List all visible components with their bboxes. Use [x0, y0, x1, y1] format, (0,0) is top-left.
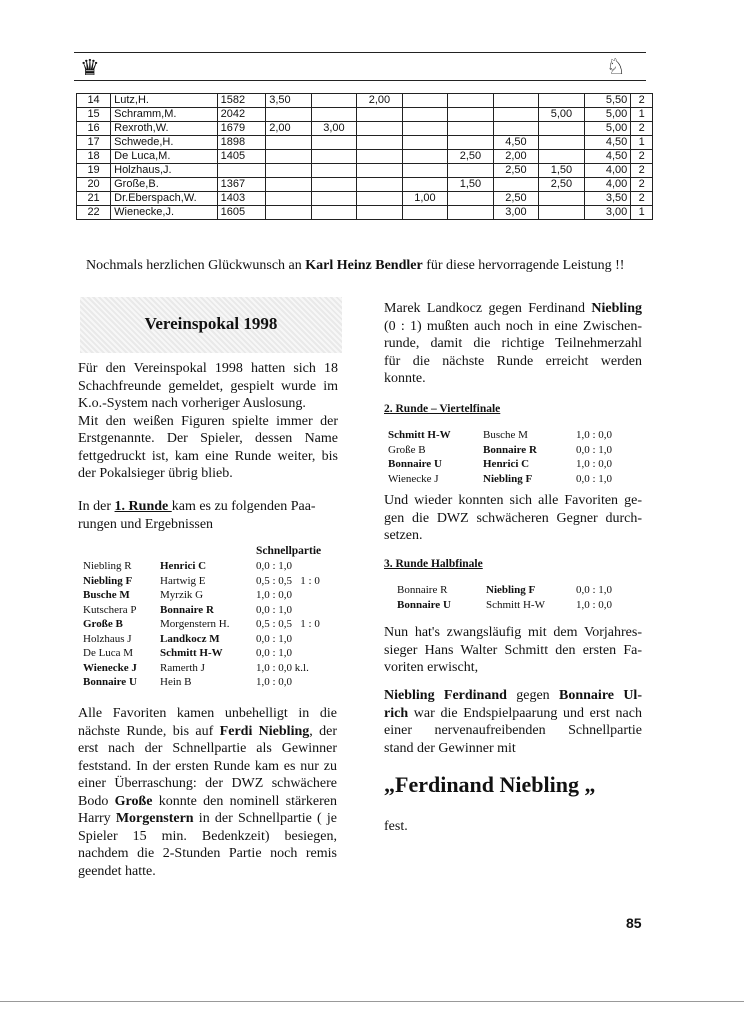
round2-title: 2. Runde – Viertelfinale	[384, 403, 501, 415]
round-score-cell	[311, 178, 357, 192]
standings-table	[76, 93, 653, 220]
round3-title: 3. Runde Halbfinale	[384, 558, 483, 570]
result: 0,0 : 1,0	[256, 603, 293, 616]
rank-cell: 20	[77, 178, 111, 192]
round-score-cell: 4,50	[493, 136, 539, 150]
text-line: feststand. In der ersten Runde kam es nur zu	[78, 758, 337, 774]
result: 0,0 : 1,0	[256, 560, 293, 572]
standings-row	[77, 178, 653, 192]
round-score-cell	[493, 94, 539, 108]
count-cell: 2	[631, 122, 653, 136]
round-score-cell	[493, 178, 539, 192]
white-player: Bonnaire R	[397, 584, 448, 596]
text-line: Marek Landkocz gegen Ferdinand Niebling	[384, 301, 642, 316]
round-score-cell	[357, 150, 403, 164]
standings-row	[77, 122, 653, 136]
total-cell: 3,00	[584, 206, 631, 220]
total-cell: 4,00	[584, 178, 631, 192]
standings-row	[77, 206, 653, 220]
text-line: (0 : 1) mußten auch noch in eine Zwischen-	[384, 318, 642, 334]
text-line: Alle Favoriten kamen unbehelligt in die	[78, 706, 337, 721]
queen-icon: ♛	[80, 55, 100, 80]
dwz-cell	[217, 164, 266, 178]
left-bottom-paragraph	[78, 705, 337, 880]
right-top-paragraph	[384, 300, 642, 388]
count-cell: 2	[631, 178, 653, 192]
result: 0,5 : 0,5 1 : 0	[256, 574, 320, 587]
round-score-cell: 2,00	[493, 150, 539, 164]
rank-cell: 17	[77, 136, 111, 150]
round-score-cell	[448, 122, 494, 136]
round-score-cell	[493, 108, 539, 122]
rank-cell: 16	[77, 122, 111, 136]
round-score-cell	[402, 150, 448, 164]
total-cell: 4,50	[584, 150, 631, 164]
round-score-cell: 3,00	[493, 206, 539, 220]
white-player: Schmitt H-W	[388, 429, 451, 441]
result: 1,0 : 0,0 k.l.	[256, 661, 309, 674]
pairing-row	[83, 603, 353, 618]
result: 0,0 : 1,0	[256, 632, 293, 645]
round-score-cell	[539, 150, 585, 164]
result: 0,0 : 1,0	[576, 584, 613, 596]
round-score-cell	[448, 192, 494, 206]
round-score-cell	[266, 150, 312, 164]
count-cell: 1	[631, 206, 653, 220]
total-cell: 5,00	[584, 122, 631, 136]
round-score-cell	[311, 192, 357, 206]
bottom-rule	[0, 1001, 744, 1002]
round-score-cell	[266, 206, 312, 220]
round1-intro-c: kam es zu folgenden Paa-	[171, 499, 316, 514]
text-line: gen die DWZ schwächeren Gegner durch-	[384, 510, 642, 526]
round-score-cell: 2,50	[493, 192, 539, 206]
round-score-cell	[357, 192, 403, 206]
white-player: Niebling R	[83, 560, 132, 572]
round-score-cell: 3,50	[266, 94, 312, 108]
result: 0,0 : 1,0	[576, 443, 613, 456]
white-player: Bonnaire U	[397, 598, 451, 611]
winner-name: „Ferdinand Niebling „	[384, 772, 596, 797]
count-cell: 2	[631, 192, 653, 206]
round1-intro	[78, 498, 340, 533]
pairing-row	[83, 661, 353, 676]
player-name-cell: Schwede,H.	[111, 136, 218, 150]
round-score-cell	[357, 206, 403, 220]
pairing-row	[83, 675, 353, 690]
section-title: Vereinspokal 1998	[144, 314, 278, 333]
black-player: Schmitt H-W	[486, 598, 545, 611]
result: 0,0 : 1,0	[256, 647, 293, 659]
round-score-cell	[357, 108, 403, 122]
round-score-cell: 2,50	[493, 164, 539, 178]
player-name-cell: Schramm,M.	[111, 108, 218, 122]
round-score-cell	[448, 108, 494, 122]
text-line: Bodo Große konnte den nominell stärkeren	[78, 793, 337, 809]
round-score-cell	[539, 206, 585, 220]
text-line: Mit den weißen Figuren spielte immer der	[78, 413, 338, 429]
round-score-cell: 2,00	[357, 94, 403, 108]
round1-intro-a: In der	[78, 499, 115, 514]
standings-row	[77, 94, 653, 108]
round-score-cell	[357, 136, 403, 150]
round-score-cell	[539, 94, 585, 108]
round-score-cell	[357, 122, 403, 136]
round2-after-paragraph	[384, 492, 642, 545]
round-score-cell: 1,50	[448, 178, 494, 192]
round-score-cell	[539, 122, 585, 136]
pairing-row	[388, 443, 638, 458]
total-cell: 5,50	[584, 94, 631, 108]
round-score-cell	[266, 108, 312, 122]
text-line: einer nervenaufreibenden Schnellpartie	[384, 723, 642, 738]
congrats-before: Nochmals herzlichen Glückwunsch an	[86, 258, 306, 273]
round3-after-paragraph	[384, 624, 642, 677]
round-score-cell	[402, 206, 448, 220]
text-line: Erstgenannte. Der Spieler, dessen Name	[78, 431, 338, 446]
text-line: einer Überraschung: der DWZ schwächere	[78, 776, 337, 791]
round1-header: Schnellpartie	[256, 545, 322, 557]
round-score-cell	[311, 164, 357, 178]
round-score-cell	[357, 178, 403, 192]
round-score-cell	[448, 164, 494, 178]
text-line: Harry Morgenstern in der Schnellpartie ( je	[78, 811, 337, 826]
round-score-cell	[266, 136, 312, 150]
black-player: Bonnaire R	[160, 603, 214, 616]
black-player: Hartwig E	[160, 574, 206, 587]
section-heading-box	[80, 297, 342, 353]
standings-row	[77, 150, 653, 164]
round-score-cell	[448, 206, 494, 220]
text-line: fettgedruckt ist, kam eine Runde weiter, bis	[78, 448, 338, 464]
black-player: Schmitt H-W	[160, 647, 223, 659]
round-score-cell: 1,50	[539, 164, 585, 178]
standings-row	[77, 136, 653, 150]
text-line: erst nach der Schnellpartie als Gewinner	[78, 741, 337, 756]
header-rule-bottom	[74, 80, 646, 81]
standings-row	[77, 192, 653, 206]
round3-pairings	[397, 583, 637, 612]
page-number: 85	[626, 915, 642, 931]
rank-cell: 21	[77, 192, 111, 206]
round-score-cell: 3,00	[311, 122, 357, 136]
round-score-cell	[402, 108, 448, 122]
text-line: der Pokalsieger übrig blieb.	[78, 466, 233, 481]
intro-paragraph	[78, 360, 338, 483]
text-line: für die nächste Runde erreicht werden	[384, 353, 642, 369]
dwz-cell: 1605	[217, 206, 266, 220]
pairing-row	[83, 559, 353, 574]
standings-row	[77, 108, 653, 122]
result: 0,5 : 0,5 1 : 0	[256, 618, 320, 630]
round-score-cell: 1,00	[402, 192, 448, 206]
white-player: Niebling F	[83, 574, 133, 587]
total-cell: 5,00	[584, 108, 631, 122]
count-cell: 2	[631, 150, 653, 164]
round-score-cell	[448, 136, 494, 150]
player-name-cell: Holzhaus,J.	[111, 164, 218, 178]
black-player: Henrici C	[483, 458, 530, 470]
congrats-after: für diese hervorragende Leistung !!	[422, 258, 625, 273]
round-score-cell	[539, 192, 585, 206]
text-line: konnte.	[384, 371, 426, 386]
white-player: Busche M	[83, 589, 130, 601]
round-score-cell	[266, 164, 312, 178]
round-score-cell	[311, 206, 357, 220]
rank-cell: 19	[77, 164, 111, 178]
knight-icon: ♘	[606, 54, 626, 79]
text-line: geendet hatte.	[78, 863, 156, 879]
count-cell: 2	[631, 164, 653, 178]
pairing-row	[83, 574, 353, 589]
round1-link: 1. Runde	[114, 499, 172, 514]
total-cell: 4,50	[584, 136, 631, 150]
total-cell: 3,50	[584, 192, 631, 206]
rank-cell: 14	[77, 94, 111, 108]
round-score-cell	[402, 178, 448, 192]
round-score-cell	[311, 136, 357, 150]
white-player: Bonnaire U	[83, 676, 137, 688]
black-player: Niebling F	[483, 472, 533, 485]
text-line: K.o.-System nach vorheriger Auslosung.	[78, 396, 306, 411]
black-player: Bonnaire R	[483, 443, 537, 456]
congrats-name: Karl Heinz Bendler	[305, 258, 423, 273]
rank-cell: 18	[77, 150, 111, 164]
text-line: Nun hat's zwangsläufig mit dem Vorjahres-	[384, 625, 642, 640]
text-line: nächste Runde, bis auf Ferdi Niebling, der	[78, 723, 337, 739]
result: 1,0 : 0,0	[576, 429, 613, 441]
round-score-cell	[402, 122, 448, 136]
white-player: Holzhaus J	[83, 632, 132, 645]
dwz-cell: 1582	[217, 94, 266, 108]
round-score-cell	[311, 150, 357, 164]
text-line: stand der Gewinner mit	[384, 740, 516, 756]
result: 1,0 : 0,0	[576, 598, 613, 611]
player-name-cell: Große,B.	[111, 178, 218, 192]
rank-cell: 15	[77, 108, 111, 122]
round1-pairings	[83, 559, 353, 690]
white-player: Große B	[388, 443, 426, 456]
text-line: Und wieder konnten sich alle Favoriten ge-	[384, 493, 642, 508]
white-player: Große B	[83, 618, 123, 630]
dwz-cell: 1679	[217, 122, 266, 136]
round-score-cell	[402, 164, 448, 178]
round-score-cell	[266, 192, 312, 206]
text-line: setzen.	[384, 528, 423, 543]
text-line: Für den Vereinspokal 1998 hatten sich 18	[78, 361, 338, 376]
count-cell: 2	[631, 94, 653, 108]
white-player: Wienecke J	[388, 472, 439, 485]
round2-pairings	[388, 428, 638, 486]
pairing-row	[83, 646, 353, 661]
black-player: Henrici C	[160, 560, 207, 572]
black-player: Myrzik G	[160, 589, 204, 601]
round-score-cell	[311, 94, 357, 108]
black-player: Hein B	[160, 676, 192, 688]
round-score-cell	[402, 94, 448, 108]
white-player: Kutschera P	[83, 603, 137, 616]
result: 1,0 : 0,0	[576, 458, 613, 470]
pairing-row	[388, 428, 638, 443]
round-score-cell	[311, 108, 357, 122]
round-score-cell	[493, 122, 539, 136]
round-score-cell: 2,50	[448, 150, 494, 164]
text-line: nachdem die 2-Stunden Partie noch remis	[78, 846, 337, 861]
white-player: Bonnaire U	[388, 458, 442, 470]
pairing-row	[83, 632, 353, 647]
round-score-cell	[402, 136, 448, 150]
round-score-cell: 5,00	[539, 108, 585, 122]
text-line: voriten erwischt,	[384, 660, 479, 675]
player-name-cell: Lutz,H.	[111, 94, 218, 108]
white-player: De Luca M	[83, 647, 134, 659]
round-score-cell	[266, 178, 312, 192]
count-cell: 1	[631, 108, 653, 122]
text-line: rich war die Endspielpaarung und erst nach	[384, 705, 642, 721]
pairing-row	[388, 457, 638, 472]
round1-intro-d: rungen und Ergebnissen	[78, 516, 214, 532]
rank-cell: 22	[77, 206, 111, 220]
final-paragraph	[384, 687, 642, 757]
pairing-row	[83, 588, 353, 603]
black-player: Morgenstern H.	[160, 618, 230, 630]
result: 0,0 : 1,0	[576, 472, 613, 485]
closing-text: fest.	[384, 819, 408, 834]
dwz-cell: 1403	[217, 192, 266, 206]
result: 1,0 : 0,0	[256, 676, 293, 688]
pairing-row	[397, 598, 637, 613]
player-name-cell: Rexroth,W.	[111, 122, 218, 136]
total-cell: 4,00	[584, 164, 631, 178]
header-rule-top	[74, 52, 646, 53]
player-name-cell: Wienecke,J.	[111, 206, 218, 220]
player-name-cell: Dr.Eberspach,W.	[111, 192, 218, 206]
dwz-cell: 1405	[217, 150, 266, 164]
result: 1,0 : 0,0	[256, 589, 293, 601]
text-line: runde, damit die richtige Teilnehmerzahl	[384, 336, 642, 351]
round-score-cell	[539, 136, 585, 150]
text-line: Spieler 15 min. Bedenkzeit) besiegen,	[78, 828, 337, 844]
pairing-row	[83, 617, 353, 632]
round-score-cell	[357, 164, 403, 178]
dwz-cell: 2042	[217, 108, 266, 122]
black-player: Busche M	[483, 429, 528, 441]
dwz-cell: 1898	[217, 136, 266, 150]
standings-row	[77, 164, 653, 178]
black-player: Niebling F	[486, 584, 536, 596]
congrats-line	[86, 257, 624, 275]
pairing-row	[388, 472, 638, 487]
player-name-cell: De Luca,M.	[111, 150, 218, 164]
pairing-row	[397, 583, 637, 598]
white-player: Wienecke J	[83, 661, 137, 674]
text-line: Schachfreunde gemeldet, gespielt wurde im	[78, 378, 338, 394]
text-line: sieger Hans Walter Schmitt den ersten Fa-	[384, 642, 642, 658]
count-cell: 1	[631, 136, 653, 150]
round-score-cell: 2,50	[539, 178, 585, 192]
text-line: Niebling Ferdinand gegen Bonnaire Ul-	[384, 688, 642, 703]
round-score-cell: 2,00	[266, 122, 312, 136]
round-score-cell	[448, 94, 494, 108]
dwz-cell: 1367	[217, 178, 266, 192]
black-player: Ramerth J	[160, 661, 205, 674]
black-player: Landkocz M	[160, 632, 220, 645]
